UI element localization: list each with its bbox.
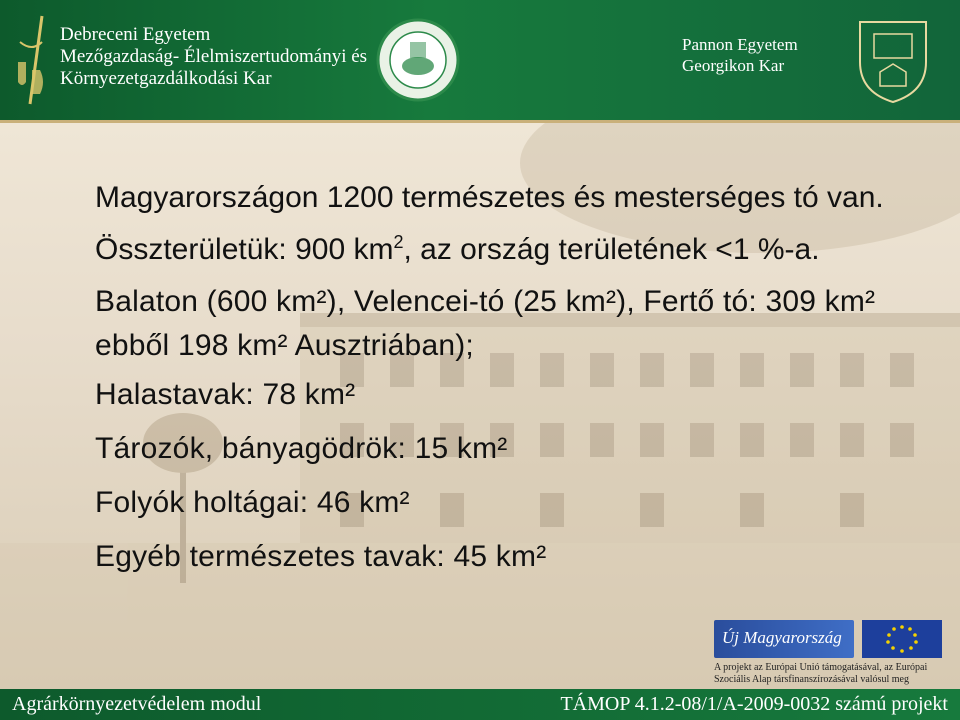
university-crest-icon (850, 14, 936, 106)
intro-paragraph (95, 176, 915, 272)
eu-funding-block (714, 620, 946, 686)
intro-superscript: 2 (393, 232, 404, 252)
list-item-egyeb-tavak: Egyéb természetes tavak: 45 km² (95, 540, 547, 573)
list-item-tarozok: Tározók, bányagödrök: 15 km² (95, 432, 508, 465)
list-item-holtagak: Folyók holtágai: 46 km² (95, 486, 410, 519)
left-title-line-3: Környezetgazdálkodási Kar (60, 68, 272, 89)
footer-band (0, 689, 960, 720)
intro-text-part-2: , az ország területének <1 %-a. (403, 233, 820, 266)
list-item-balaton: Balaton (600 km²), Velencei-tó (25 km²), Fertő tó: 309 km² ebből 198 km² Ausztriában); (95, 285, 876, 362)
slide-content (95, 176, 915, 584)
list-item-halastavak: Halastavak: 78 km² (95, 378, 356, 411)
footer-project-id: TÁMOP 4.1.2-08/1/A-2009-0032 számú projekt (560, 693, 948, 715)
faculty-titles (60, 24, 367, 90)
uj-magyarorszag-logo (714, 620, 854, 658)
right-title-line-1: Pannon Egyetem (682, 35, 798, 54)
georgikon-titles (682, 34, 798, 76)
uj-magyarorszag-text: Új Magyarország (722, 628, 842, 647)
faculty-seal-icon (376, 18, 460, 102)
left-title-line-1: Debreceni Egyetem (60, 24, 211, 45)
eu-funding-note: A projekt az Európai Unió támogatásával, az Európai Szociális Alap társfinanszírozásával valósul meg (714, 662, 928, 685)
eu-flag-icon (862, 620, 942, 658)
right-title-line-2: Georgikon Kar (682, 56, 785, 75)
left-title-line-2: Mezőgazdaság- Élelmiszertudományi és (60, 46, 368, 67)
university-logo-icon (12, 12, 52, 108)
intro-text-part-1: Magyarországon 1200 természetes és mesterséges tó van. Összterületük: 900 km (95, 181, 884, 266)
footer-module-name: Agrárkörnyezetvédelem modul (12, 693, 262, 715)
header-band (0, 0, 960, 120)
